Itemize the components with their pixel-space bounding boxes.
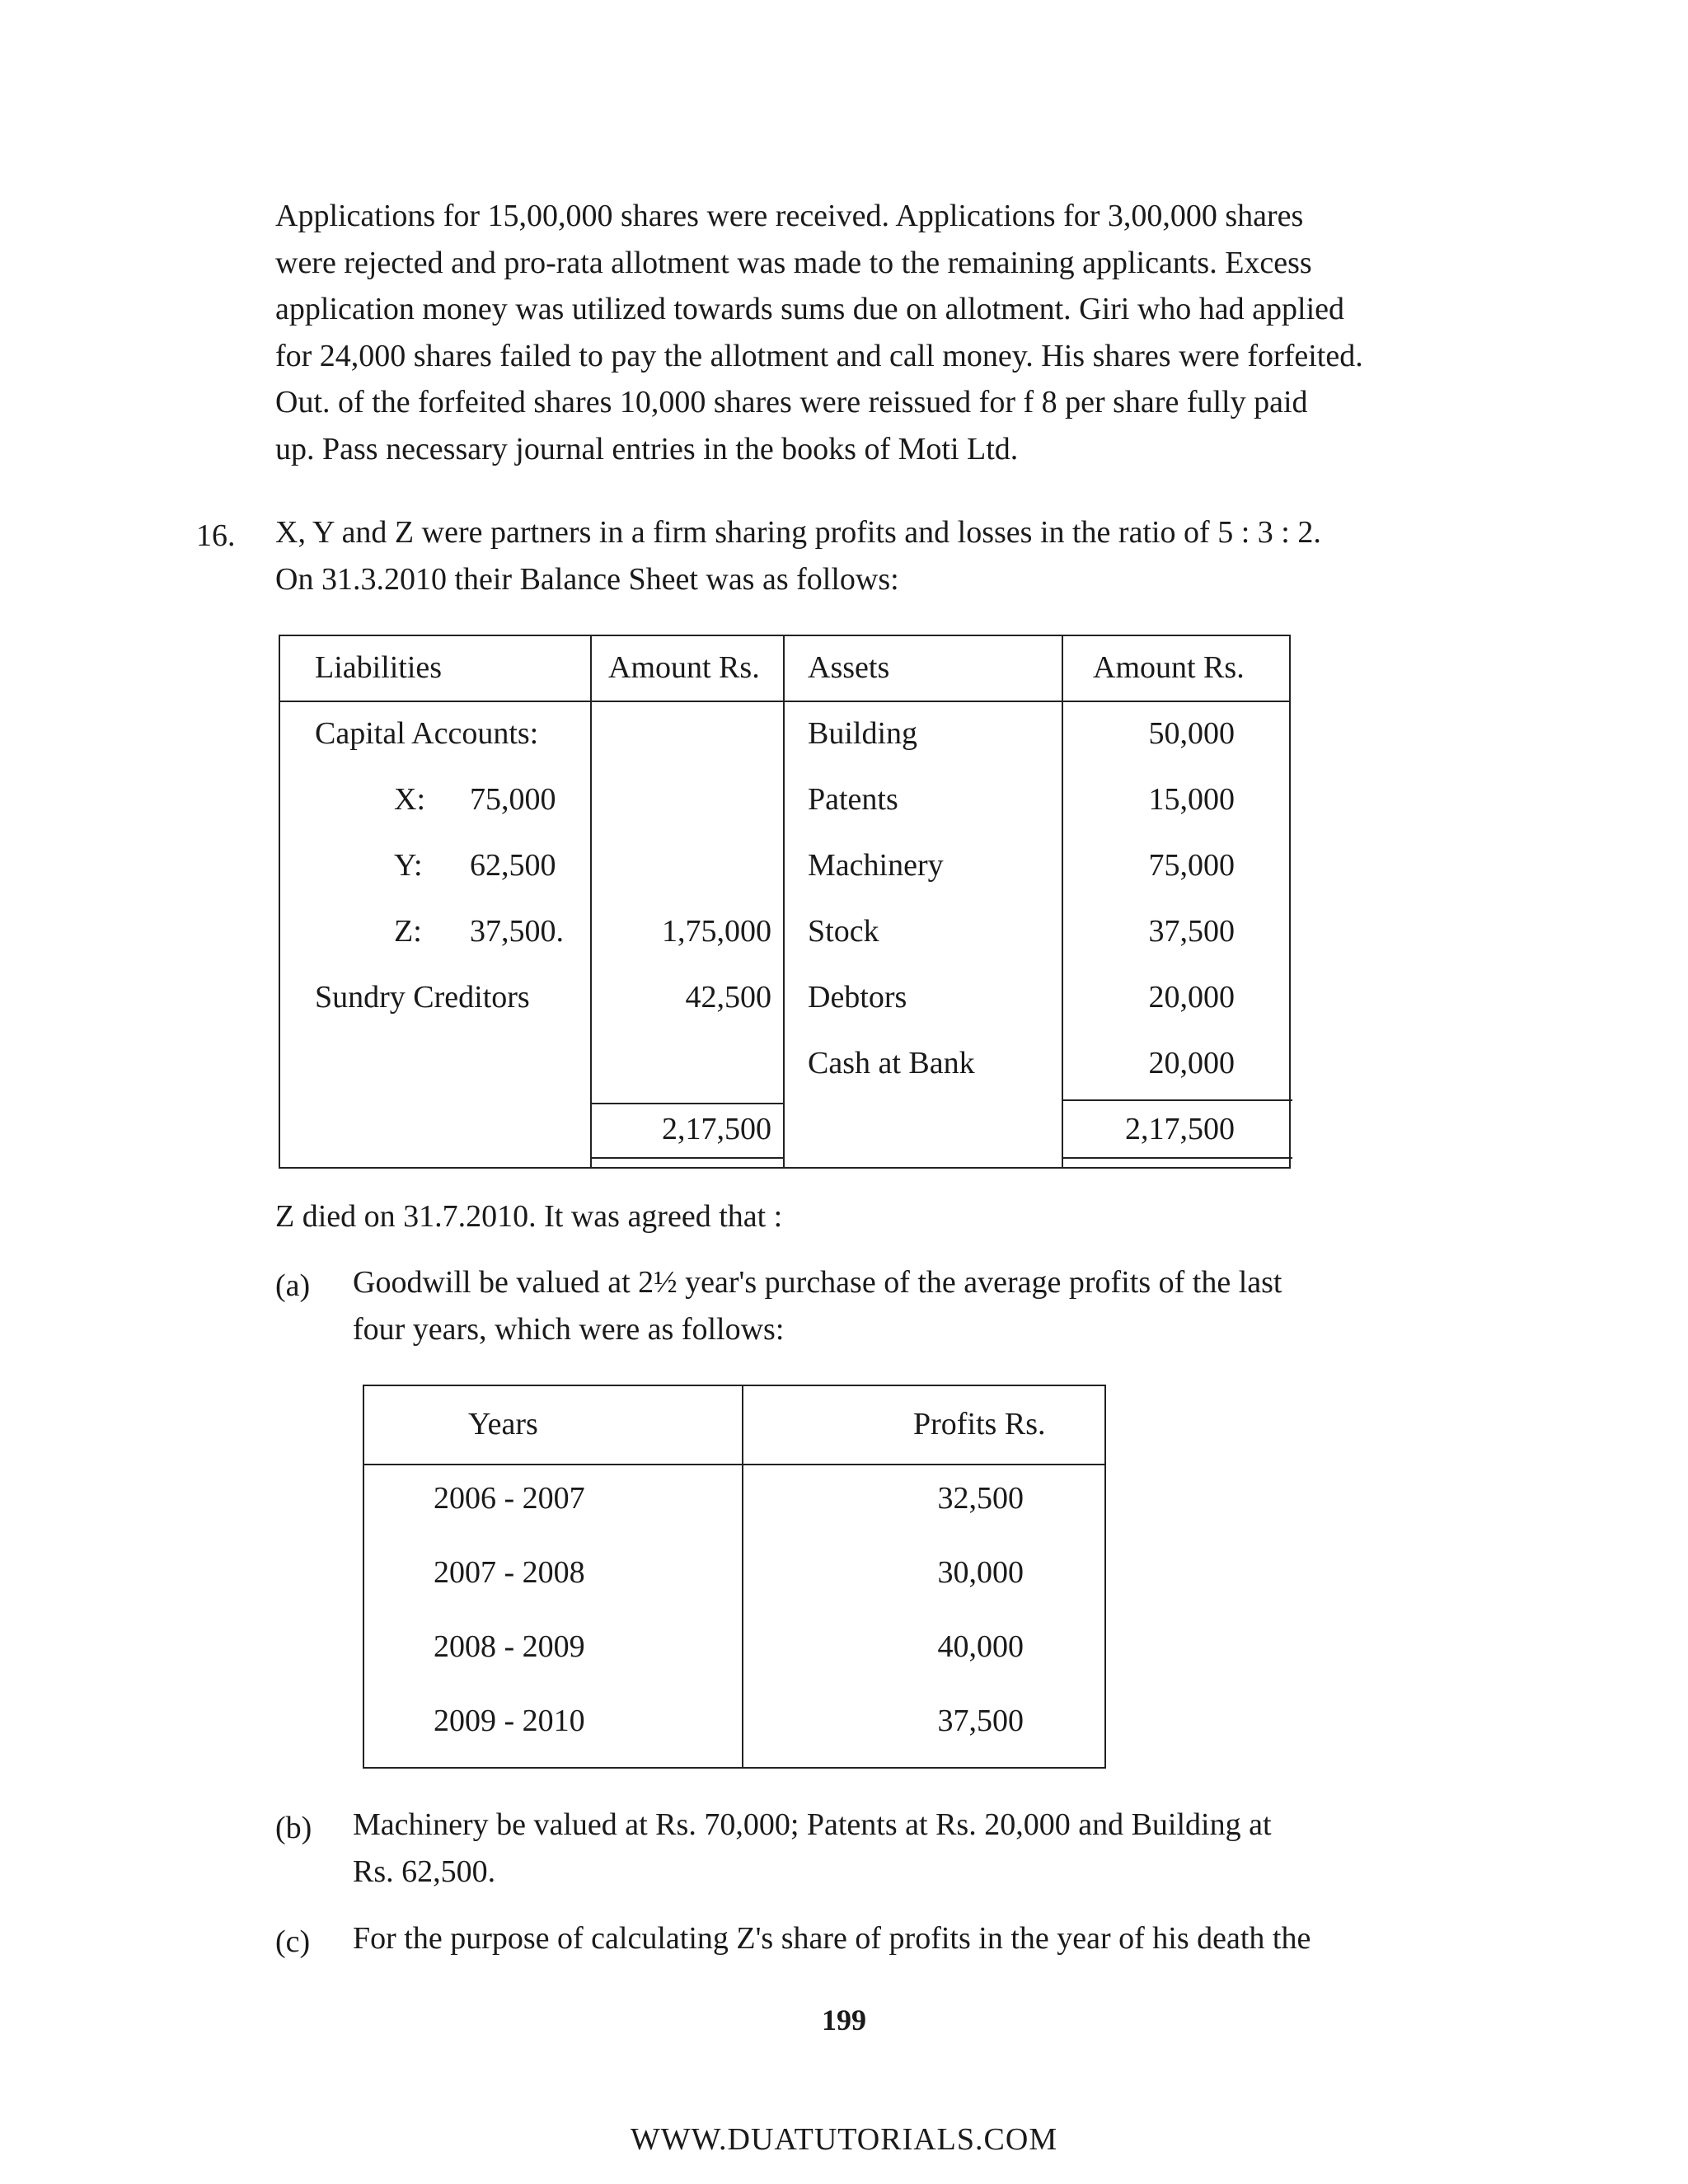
asset-name: Machinery xyxy=(808,848,944,883)
asset-amount: 20,000 xyxy=(1148,980,1235,1015)
profit-amount: 32,500 xyxy=(937,1481,1024,1516)
item-b-line: Rs. 62,500. xyxy=(353,1854,496,1889)
total-rule xyxy=(1062,1099,1292,1101)
item-b-label: (b) xyxy=(275,1811,312,1845)
item-c-label: (c) xyxy=(275,1924,311,1959)
intro-line: were rejected and pro-rata allotment was made to the remaining applicants. Excess xyxy=(275,245,1312,280)
asset-name: Debtors xyxy=(808,980,907,1015)
asset-amount: 20,000 xyxy=(1148,1046,1235,1080)
asset-name: Building xyxy=(808,716,918,751)
question-number: 16. xyxy=(196,518,236,553)
profit-year: 2006 - 2007 xyxy=(434,1481,585,1516)
profit-year: 2007 - 2008 xyxy=(434,1555,585,1590)
question-line: On 31.3.2010 their Balance Sheet was as follows: xyxy=(275,561,899,597)
asset-amount: 75,000 xyxy=(1148,848,1235,883)
item-a-line: four years, which were as follows: xyxy=(353,1311,785,1347)
question-text xyxy=(275,509,1321,602)
sundry-creditors-label: Sundry Creditors xyxy=(315,980,530,1015)
header-liabilities: Liabilities xyxy=(315,650,443,685)
header-years: Years xyxy=(468,1407,538,1441)
header-liab-amount: Amount Rs. xyxy=(608,650,760,685)
item-c-text xyxy=(353,1915,1311,1962)
assets-total: 2,17,500 xyxy=(1125,1112,1235,1146)
asset-name: Patents xyxy=(808,782,898,817)
sundry-creditors-amount: 42,500 xyxy=(685,980,771,1015)
capital-total: 1,75,000 xyxy=(662,914,771,949)
footer-url: WWW.DUATUTORIALS.COM xyxy=(630,2122,1058,2157)
profit-amount: 30,000 xyxy=(937,1555,1024,1590)
asset-amount: 15,000 xyxy=(1148,782,1235,817)
header-assets: Assets xyxy=(808,650,890,685)
liabilities-total: 2,17,500 xyxy=(662,1112,771,1146)
intro-line: application money was utilized towards sums due on allotment. Giri who had applied xyxy=(275,292,1345,326)
profits-table xyxy=(363,1385,1106,1769)
item-a-text xyxy=(353,1259,1282,1352)
partner-name: Y: xyxy=(394,848,423,883)
profit-amount: 37,500 xyxy=(937,1704,1024,1738)
capital-accounts-label: Capital Accounts: xyxy=(315,716,539,751)
z-died-text: Z died on 31.7.2010. It was agreed that : xyxy=(275,1199,783,1234)
partner-capital: 37,500. xyxy=(470,914,564,949)
page-number: 199 xyxy=(822,2004,866,2036)
profit-year: 2009 - 2010 xyxy=(434,1704,585,1738)
intro-line: up. Pass necessary journal entries in the books of Moti Ltd. xyxy=(275,431,1019,466)
item-b-line: Machinery be valued at Rs. 70,000; Patents at Rs. 20,000 and Building at xyxy=(353,1807,1272,1842)
asset-amount: 50,000 xyxy=(1148,716,1235,751)
total-rule xyxy=(590,1103,783,1104)
item-b-text xyxy=(353,1802,1272,1895)
item-a-label: (a) xyxy=(275,1268,311,1303)
partner-name: Z: xyxy=(394,914,422,949)
intro-paragraph xyxy=(275,193,1363,472)
intro-line: for 24,000 shares failed to pay the allotment and call money. His shares were forfeited. xyxy=(275,338,1363,373)
partner-capital: 75,000 xyxy=(470,782,556,817)
item-a-line: Goodwill be valued at 2½ year's purchase of the average profits of the last xyxy=(353,1265,1282,1300)
profit-year: 2008 - 2009 xyxy=(434,1629,585,1664)
partner-capital: 62,500 xyxy=(470,848,556,883)
partner-name: X: xyxy=(394,782,425,817)
total-double-rule xyxy=(590,1157,783,1159)
header-profits: Profits Rs. xyxy=(913,1407,1046,1441)
total-double-rule xyxy=(1062,1157,1292,1159)
profit-amount: 40,000 xyxy=(937,1629,1024,1664)
asset-name: Stock xyxy=(808,914,879,949)
balance-sheet-table xyxy=(279,635,1291,1169)
header-asset-amount: Amount Rs. xyxy=(1093,650,1245,685)
asset-name: Cash at Bank xyxy=(808,1046,975,1080)
item-c-line: For the purpose of calculating Z's share of profits in the year of his death the xyxy=(353,1921,1311,1956)
intro-line: Applications for 15,00,000 shares were received. Applications for 3,00,000 shares xyxy=(275,199,1304,233)
asset-amount: 37,500 xyxy=(1148,914,1235,949)
question-line: X, Y and Z were partners in a firm sharing profits and losses in the ratio of 5 : 3 : 2. xyxy=(275,515,1321,550)
intro-line: Out. of the forfeited shares 10,000 shares were reissued for f 8 per share fully paid xyxy=(275,385,1308,419)
